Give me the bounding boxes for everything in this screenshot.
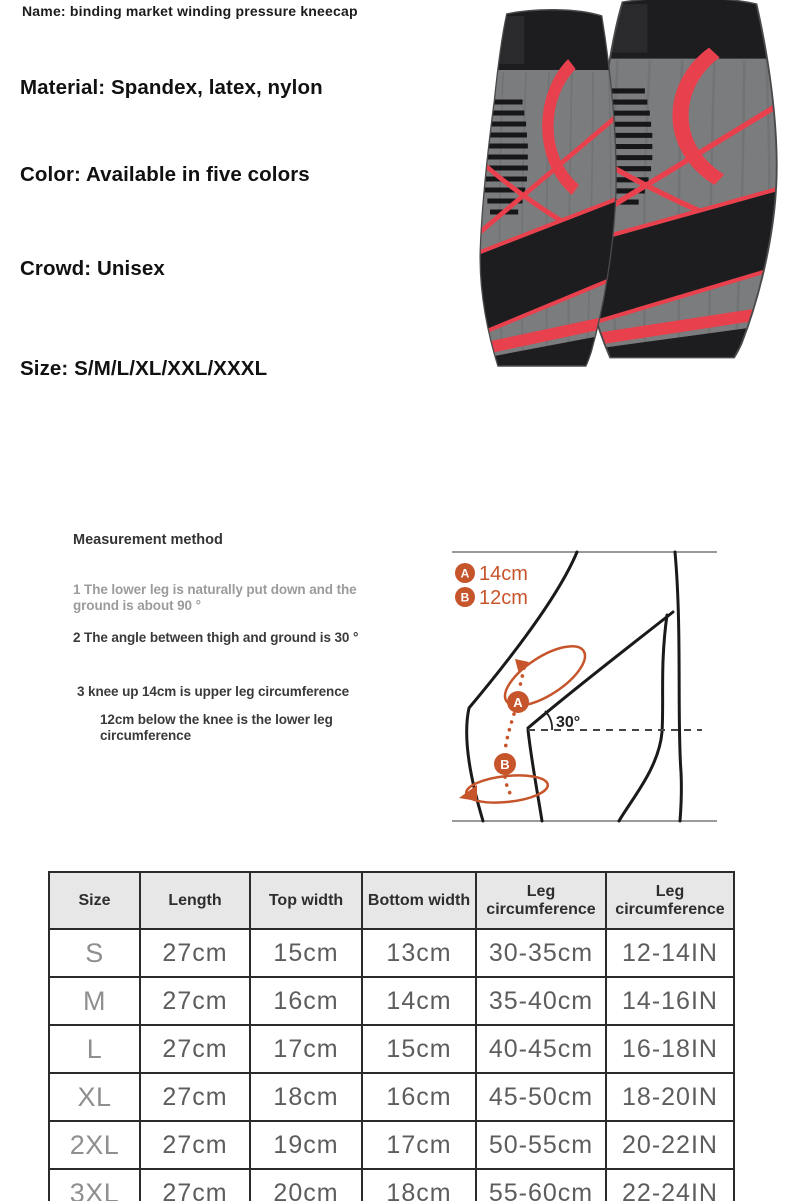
value-cell: 17cm — [250, 1025, 362, 1073]
value-cell: 18cm — [362, 1169, 476, 1201]
value-cell: 20cm — [250, 1169, 362, 1201]
value-cell: 20-22IN — [606, 1121, 734, 1169]
value-cell: 17cm — [362, 1121, 476, 1169]
measurement-step-3b: 12cm below the knee is the lower leg circumference — [100, 712, 333, 743]
value-cell: 14cm — [362, 977, 476, 1025]
column-header: Length — [140, 872, 250, 929]
column-header: Top width — [250, 872, 362, 929]
value-cell: 30-35cm — [476, 929, 606, 977]
value-cell: 14-16IN — [606, 977, 734, 1025]
marker-a-badge — [507, 691, 529, 713]
measurement-step-1: 1 The lower leg is naturally put down and the ground is about 90 ° — [73, 582, 357, 613]
size-cell: 3XL — [49, 1169, 140, 1201]
size-chart-table — [48, 871, 735, 1201]
size-cell: M — [49, 977, 140, 1025]
value-cell: 18cm — [250, 1073, 362, 1121]
table-row — [49, 1073, 734, 1121]
marker-b-badge — [494, 753, 516, 775]
value-cell: 16cm — [250, 977, 362, 1025]
product-name: Name: binding market winding pressure kneecap — [22, 3, 358, 19]
value-cell: 27cm — [140, 1121, 250, 1169]
column-header: Leg circumference — [476, 872, 606, 929]
measurement-diagram — [445, 540, 790, 850]
value-cell: 15cm — [362, 1025, 476, 1073]
legend-a-value: 14cm — [479, 563, 528, 585]
legend-item-a — [455, 563, 528, 585]
value-cell: 27cm — [140, 1169, 250, 1201]
legend-item-b — [455, 587, 528, 609]
value-cell: 27cm — [140, 977, 250, 1025]
value-cell: 55-60cm — [476, 1169, 606, 1201]
column-header: Leg circumference — [606, 872, 734, 929]
measurement-step-2: 2 The angle between thigh and ground is 30 ° — [73, 630, 359, 645]
value-cell: 16cm — [362, 1073, 476, 1121]
value-cell: 40-45cm — [476, 1025, 606, 1073]
value-cell: 27cm — [140, 1073, 250, 1121]
product-photo — [440, 0, 790, 395]
size-cell: 2XL — [49, 1121, 140, 1169]
angle-label: 30° — [556, 714, 581, 731]
svg-text:B: B — [500, 757, 510, 772]
value-cell: 16-18IN — [606, 1025, 734, 1073]
spec-size: Size: S/M/L/XL/XXL/XXXL — [20, 357, 268, 380]
size-chart-header — [49, 872, 734, 929]
measurement-title: Measurement method — [73, 532, 223, 548]
value-cell: 18-20IN — [606, 1073, 734, 1121]
value-cell: 13cm — [362, 929, 476, 977]
column-header: Size — [49, 872, 140, 929]
spec-material: Material: Spandex, latex, nylon — [20, 76, 323, 99]
value-cell: 45-50cm — [476, 1073, 606, 1121]
svg-text:A: A — [513, 695, 523, 710]
table-row — [49, 1169, 734, 1201]
measurement-step-3: 3 knee up 14cm is upper leg circumference — [77, 684, 350, 699]
legend-b-value: 12cm — [479, 587, 528, 609]
size-cell: S — [49, 929, 140, 977]
legend-a-letter: A — [460, 566, 470, 581]
value-cell: 22-24IN — [606, 1169, 734, 1201]
spec-color: Color: Available in five colors — [20, 163, 310, 186]
value-cell: 50-55cm — [476, 1121, 606, 1169]
table-row — [49, 1121, 734, 1169]
value-cell: 35-40cm — [476, 977, 606, 1025]
table-row — [49, 1025, 734, 1073]
spec-crowd: Crowd: Unisex — [20, 257, 165, 280]
value-cell: 19cm — [250, 1121, 362, 1169]
value-cell: 27cm — [140, 1025, 250, 1073]
value-cell: 12-14IN — [606, 929, 734, 977]
legend-b-letter: B — [460, 590, 470, 605]
table-row — [49, 929, 734, 977]
value-cell: 27cm — [140, 929, 250, 977]
table-row — [49, 977, 734, 1025]
size-cell: XL — [49, 1073, 140, 1121]
value-cell: 15cm — [250, 929, 362, 977]
size-cell: L — [49, 1025, 140, 1073]
column-header: Bottom width — [362, 872, 476, 929]
